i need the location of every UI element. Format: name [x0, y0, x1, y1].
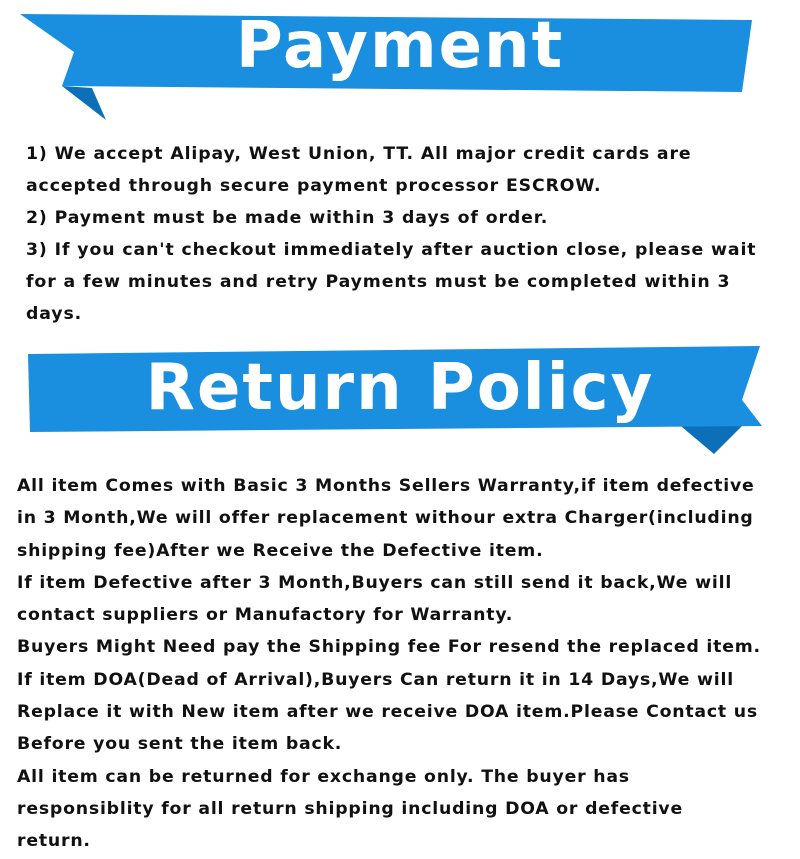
payment-banner — [0, 0, 800, 130]
return-policy-text-line: If item DOA(Dead of Arrival),Buyers Can return it in 14 Days,We will — [17, 669, 734, 690]
return-policy-text — [17, 470, 761, 858]
return-policy-title: Return Policy — [145, 351, 655, 425]
return-policy-text-line: responsiblity for all return shipping including DOA or defective — [17, 798, 684, 819]
return-policy-text-line: All item can be returned for exchange only. The buyer has — [17, 766, 630, 787]
return-policy-text-line: return. — [17, 831, 91, 852]
payment-text-line: days. — [26, 304, 83, 324]
return-policy-text-line: in 3 Month,We will offer replacement withour extra Charger(including — [17, 508, 754, 529]
return-policy-text-line: Replace it with New item after we receive DOA item.Please Contact us — [17, 702, 758, 723]
payment-text-line: for a few minutes and retry Payments must be completed within 3 — [26, 272, 731, 292]
return-policy-text-line: Before you sent the item back. — [17, 734, 343, 755]
payment-text — [26, 138, 756, 330]
return-policy-text-line: contact suppliers or Manufactory for Warranty. — [17, 605, 514, 626]
payment-text-line: 2) Payment must be made within 3 days of order. — [26, 208, 549, 228]
return-policy-text-line: If item Defective after 3 Month,Buyers can still send it back,We will — [17, 572, 733, 593]
return-policy-text-line: Buyers Might Need pay the Shipping fee For resend the replaced item. — [17, 637, 761, 658]
payment-text-line: 1) We accept Alipay, West Union, TT. All major credit cards are — [26, 144, 692, 164]
return-policy-banner — [0, 342, 800, 462]
return-policy-text-line: All item Comes with Basic 3 Months Sellers Warranty,if item defective — [17, 476, 755, 496]
payment-text-line: accepted through secure payment processor ESCROW. — [26, 176, 602, 196]
return-policy-text-line: shipping fee)After we Receive the Defective item. — [17, 540, 544, 561]
payment-text-line: 3) If you can't checkout immediately after auction close, please wait — [26, 240, 757, 260]
payment-ribbon-fold — [62, 86, 106, 120]
payment-title: Payment — [235, 9, 565, 83]
